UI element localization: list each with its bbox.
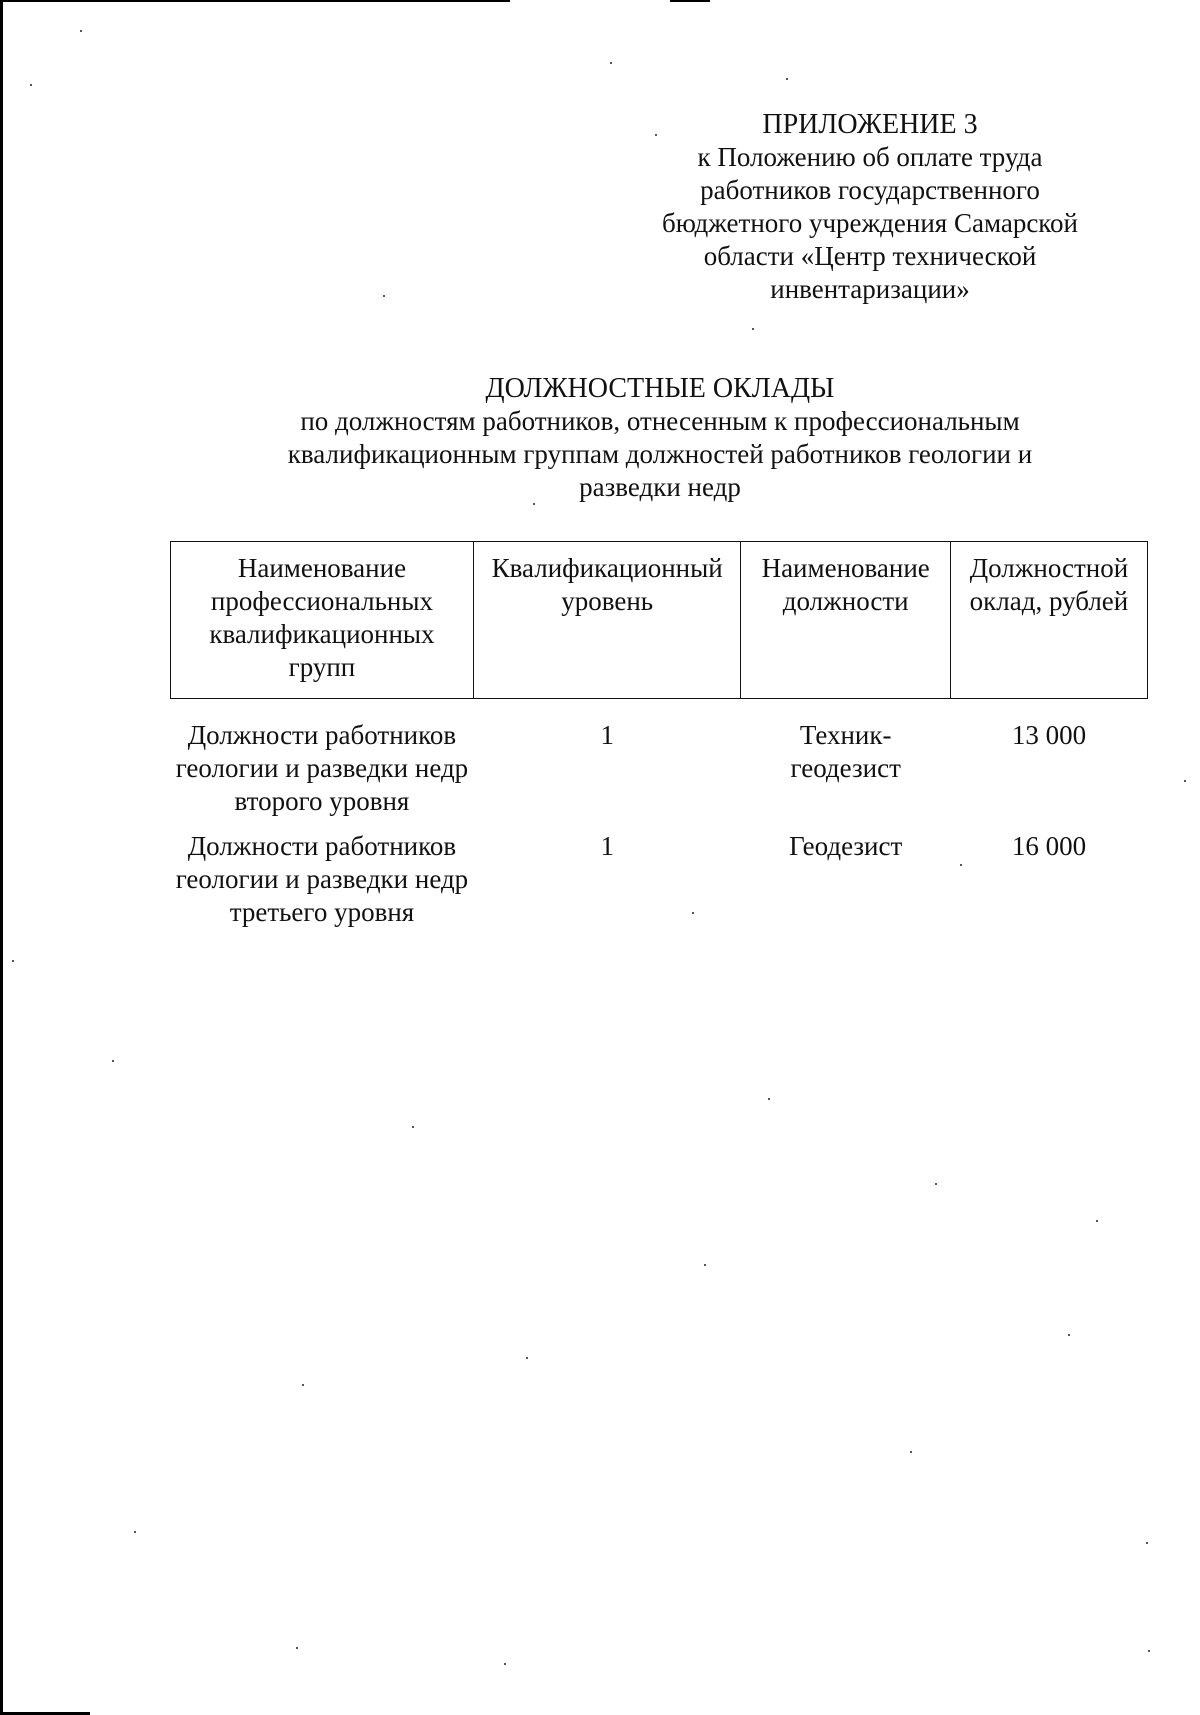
header-qualification-group: Наименование профессиональных квалификационных групп <box>171 542 474 699</box>
scan-speck <box>752 328 754 330</box>
heading-title: ДОЛЖНОСТНЫЕ ОКЛАДЫ <box>485 373 835 404</box>
appendix-line: области «Центр технической <box>703 241 1037 271</box>
scan-speck <box>296 1647 298 1649</box>
scan-speck <box>960 864 962 866</box>
scan-speck <box>30 84 32 86</box>
appendix-line: инвентаризации» <box>770 274 970 304</box>
scan-speck <box>533 503 535 505</box>
scan-speck <box>655 134 657 136</box>
scan-speck <box>935 1183 937 1185</box>
scan-speck <box>1148 1650 1150 1652</box>
appendix-line: бюджетного учреждения Самарской <box>661 208 1079 238</box>
scan-edge-top <box>0 0 510 2</box>
scan-speck <box>412 1126 414 1128</box>
scan-edge-top-segment <box>670 0 710 2</box>
appendix-line: к Положению об оплате труда <box>697 142 1043 172</box>
scan-speck <box>704 1264 706 1266</box>
header-salary: Должностной оклад, рублей <box>950 542 1147 699</box>
cell-group: Должности работников геологии и разведки недр второго уровня <box>175 720 469 816</box>
scan-speck <box>80 30 82 32</box>
table-row <box>171 830 1148 941</box>
scan-speck <box>768 1098 770 1100</box>
heading-subtitle-line: по должностям работников, отнесенным к профессиональным <box>300 406 1020 436</box>
scan-speck <box>1184 780 1186 782</box>
scan-speck <box>383 295 385 297</box>
document-heading <box>180 372 1140 504</box>
scan-speck <box>504 1663 506 1665</box>
scan-speck <box>526 1357 528 1359</box>
scan-speck <box>1146 1542 1148 1544</box>
cell-level: 1 <box>600 831 614 861</box>
scan-speck <box>910 1451 912 1453</box>
table-header-row <box>171 542 1148 699</box>
scan-speck <box>786 78 788 80</box>
scan-speck <box>1096 1220 1098 1222</box>
header-position-name: Наименование должности <box>741 542 950 699</box>
heading-subtitle-line: разведки недр <box>579 472 741 502</box>
cell-position: Техник-геодезист <box>790 720 901 783</box>
cell-salary: 16 000 <box>1011 831 1087 861</box>
scan-speck <box>112 1060 114 1062</box>
appendix-block <box>640 108 1100 306</box>
scan-edge-left <box>0 0 3 1715</box>
cell-level: 1 <box>600 720 614 750</box>
header-qualification-level: Квалификационный уровень <box>473 542 741 699</box>
cell-position: Геодезист <box>789 831 903 861</box>
appendix-line: работников государственного <box>700 175 1040 205</box>
heading-subtitle-line: квалификационным группам должностей работников геологии и <box>287 439 1033 469</box>
table-row <box>171 699 1148 831</box>
scan-speck <box>610 62 612 64</box>
salary-table <box>170 541 1148 941</box>
cell-group: Должности работников геологии и разведки недр третьего уровня <box>175 831 469 927</box>
scan-speck <box>1068 1334 1070 1336</box>
scan-speck <box>12 960 14 962</box>
appendix-title: ПРИЛОЖЕНИЕ 3 <box>762 109 978 140</box>
cell-salary: 13 000 <box>1011 720 1087 750</box>
scan-speck <box>134 1531 136 1533</box>
scan-speck <box>692 912 694 914</box>
scan-speck <box>302 1384 304 1386</box>
